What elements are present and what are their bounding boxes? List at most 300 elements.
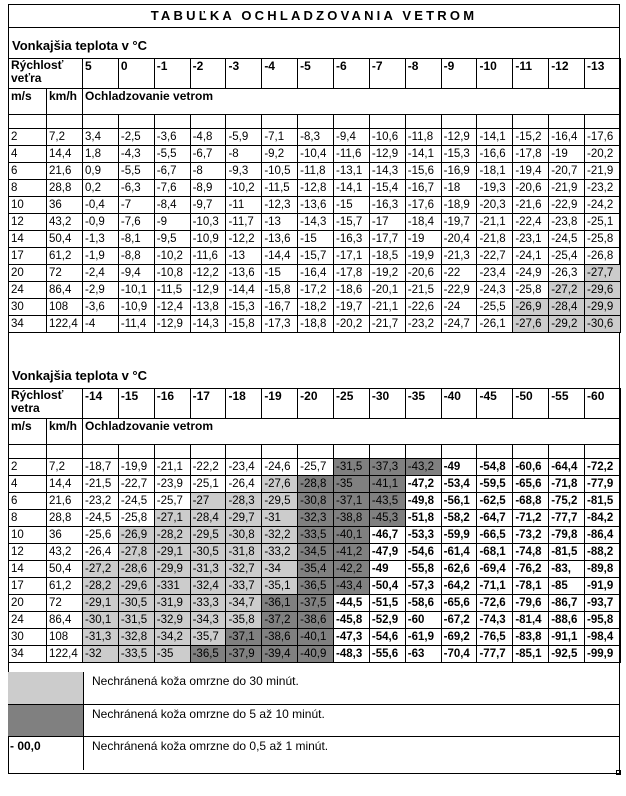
wind-chill-value: -61,9 bbox=[405, 629, 441, 646]
wind-chill-value: -88,6 bbox=[549, 612, 585, 629]
wind-chill-value: -25,7 bbox=[298, 459, 334, 476]
wind-chill-value: -30,5 bbox=[118, 595, 154, 612]
wind-chill-value: -47,2 bbox=[405, 476, 441, 493]
wind-chill-value: -23,9 bbox=[154, 476, 190, 493]
wind-chill-value: -54,8 bbox=[477, 459, 513, 476]
wind-chill-value: -19 bbox=[405, 231, 441, 248]
wind-chill-value: -36,1 bbox=[262, 595, 298, 612]
temp-header: -40 bbox=[441, 389, 477, 419]
table-row bbox=[9, 493, 621, 510]
wind-chill-value: -8,1 bbox=[118, 231, 154, 248]
table-row bbox=[9, 282, 621, 299]
temp-header: -35 bbox=[405, 389, 441, 419]
legend-row-bold bbox=[8, 737, 620, 770]
speed-kmh: 7,2 bbox=[47, 129, 83, 146]
wind-chill-value: -7 bbox=[118, 197, 154, 214]
wind-chill-value: -24,5 bbox=[83, 510, 119, 527]
wind-chill-value: -1,3 bbox=[83, 231, 119, 248]
wind-chill-value: -14,3 bbox=[298, 214, 334, 231]
wind-chill-value: -13 bbox=[262, 214, 298, 231]
wind-chill-value: -4 bbox=[83, 316, 119, 333]
blank-cell bbox=[441, 115, 477, 129]
wind-chill-value: -0,9 bbox=[83, 214, 119, 231]
table-row bbox=[9, 578, 621, 595]
temp-header: -55 bbox=[549, 389, 585, 419]
wind-chill-value: -15 bbox=[298, 231, 334, 248]
wind-chill-value: 0,2 bbox=[83, 180, 119, 197]
wind-chill-value: -32 bbox=[83, 646, 119, 663]
wind-chill-value: -35,1 bbox=[262, 578, 298, 595]
wind-chill-value: -8 bbox=[226, 146, 262, 163]
wind-chill-value: -85,1 bbox=[513, 646, 549, 663]
table-row bbox=[9, 527, 621, 544]
wind-chill-value: -49 bbox=[369, 561, 405, 578]
wind-chill-value: -18,7 bbox=[83, 459, 119, 476]
wind-chill-value: -54,6 bbox=[405, 544, 441, 561]
wind-chill-value: -72,2 bbox=[585, 459, 621, 476]
temp-header: -4 bbox=[262, 59, 298, 89]
table-row bbox=[9, 163, 621, 180]
speed-ms: 17 bbox=[9, 248, 47, 265]
blank-cell bbox=[405, 115, 441, 129]
wind-chill-value: -25,5 bbox=[477, 299, 513, 316]
wind-chill-value: -24,5 bbox=[549, 231, 585, 248]
wind-chill-value: -73,2 bbox=[513, 527, 549, 544]
blank-cell bbox=[513, 445, 549, 459]
wind-chill-value: -20,3 bbox=[477, 197, 513, 214]
wind-chill-value: -4,3 bbox=[118, 146, 154, 163]
wind-chill-value: -24,7 bbox=[441, 316, 477, 333]
wind-chill-value: -30,8 bbox=[298, 493, 334, 510]
wind-chill-value: -20,6 bbox=[513, 180, 549, 197]
wind-chill-value: -2,4 bbox=[83, 265, 119, 282]
wind-chill-value: -30,6 bbox=[585, 316, 621, 333]
speed-ms: 30 bbox=[9, 299, 47, 316]
table-row bbox=[9, 231, 621, 248]
speed-kmh: 14,4 bbox=[47, 146, 83, 163]
speed-kmh: 108 bbox=[47, 629, 83, 646]
temp-header: -25 bbox=[334, 389, 370, 419]
wind-chill-value: -11,4 bbox=[118, 316, 154, 333]
wind-chill-value: -23,2 bbox=[83, 493, 119, 510]
wind-chill-value: -4,8 bbox=[190, 129, 226, 146]
wind-chill-value: -18 bbox=[441, 180, 477, 197]
wind-chill-value: -16,3 bbox=[334, 231, 370, 248]
wind-chill-value: -25,7 bbox=[154, 493, 190, 510]
wind-chill-value: -9 bbox=[154, 214, 190, 231]
table-row bbox=[9, 595, 621, 612]
wind-chill-value: -10,9 bbox=[190, 231, 226, 248]
wind-chill-value: -66,5 bbox=[477, 527, 513, 544]
blank-cell bbox=[83, 445, 119, 459]
wind-chill-value: -59,9 bbox=[441, 527, 477, 544]
wind-chill-value: -12,2 bbox=[226, 231, 262, 248]
wind-chill-value: -18,2 bbox=[298, 299, 334, 316]
wind-chill-value: -38,6 bbox=[262, 629, 298, 646]
blank-cell bbox=[405, 445, 441, 459]
wind-chill-value: -48,3 bbox=[334, 646, 370, 663]
speed-ms: 2 bbox=[9, 129, 47, 146]
wind-chill-value: -20,2 bbox=[334, 316, 370, 333]
blank-cell bbox=[513, 115, 549, 129]
wind-chill-value: -37,3 bbox=[369, 459, 405, 476]
wind-chill-value: -5,5 bbox=[118, 163, 154, 180]
speed-kmh: 14,4 bbox=[47, 476, 83, 493]
wind-chill-value: -32,2 bbox=[262, 527, 298, 544]
speed-kmh: 72 bbox=[47, 265, 83, 282]
wind-chill-value: -17,6 bbox=[405, 197, 441, 214]
wind-chill-value: -13,1 bbox=[334, 163, 370, 180]
wind-chill-value: -20,7 bbox=[549, 163, 585, 180]
wind-chill-value: 1,8 bbox=[83, 146, 119, 163]
speed-ms: 6 bbox=[9, 163, 47, 180]
wind-chill-value: -9,4 bbox=[118, 265, 154, 282]
unit-header-row bbox=[9, 419, 621, 445]
wind-chill-value: -69,4 bbox=[477, 561, 513, 578]
wind-chill-value: -19,9 bbox=[405, 248, 441, 265]
wind-chill-value: -28,3 bbox=[226, 493, 262, 510]
temp-header: -14 bbox=[83, 389, 119, 419]
wind-chill-value: -31,9 bbox=[154, 595, 190, 612]
wind-chill-value: -24,3 bbox=[477, 282, 513, 299]
wind-chill-table-1 bbox=[8, 58, 621, 333]
wind-chill-value: -51,8 bbox=[405, 510, 441, 527]
wind-chill-value: 3,4 bbox=[83, 129, 119, 146]
wind-chill-value: -15 bbox=[262, 265, 298, 282]
wind-chill-value: -31 bbox=[262, 510, 298, 527]
wind-chill-value: -24,9 bbox=[513, 265, 549, 282]
table-row bbox=[9, 248, 621, 265]
wind-chill-value: -10,5 bbox=[262, 163, 298, 180]
wind-chill-value: -57,3 bbox=[405, 578, 441, 595]
wind-chill-value: -38,6 bbox=[298, 612, 334, 629]
wind-chill-value: -68,8 bbox=[513, 493, 549, 510]
temp-header: -60 bbox=[585, 389, 621, 419]
speed-ms: 12 bbox=[9, 214, 47, 231]
wind-chill-value: -43,2 bbox=[405, 459, 441, 476]
wind-chill-value: -13,6 bbox=[262, 231, 298, 248]
wind-chill-value: -16,3 bbox=[369, 197, 405, 214]
blank-cell bbox=[585, 445, 621, 459]
speed-kmh: 7,2 bbox=[47, 459, 83, 476]
temp-header: -16 bbox=[154, 389, 190, 419]
temp-header: -15 bbox=[118, 389, 154, 419]
wind-chill-value: -12,8 bbox=[298, 180, 334, 197]
wind-chill-value: -10,6 bbox=[369, 129, 405, 146]
wind-chill-value: -18,4 bbox=[405, 214, 441, 231]
wind-chill-value: -45,8 bbox=[334, 612, 370, 629]
speed-kmh: 43,2 bbox=[47, 214, 83, 231]
wind-chill-value: -67,2 bbox=[441, 612, 477, 629]
wind-chill-value: -10,2 bbox=[154, 248, 190, 265]
wind-chill-value: -10,9 bbox=[118, 299, 154, 316]
wind-chill-value: -18,5 bbox=[369, 248, 405, 265]
temp-header: -2 bbox=[190, 59, 226, 89]
wind-chill-value: -91,9 bbox=[585, 578, 621, 595]
wind-chill-value: -25,1 bbox=[585, 214, 621, 231]
speed-ms: 24 bbox=[9, 612, 47, 629]
page-title: TABUĽKA OCHLADZOVANIA VETROM bbox=[8, 4, 620, 28]
speed-ms: 10 bbox=[9, 197, 47, 214]
wind-chill-value: -58,2 bbox=[441, 510, 477, 527]
wind-chill-value: -53,4 bbox=[441, 476, 477, 493]
table-row bbox=[9, 612, 621, 629]
temp-header: -6 bbox=[334, 59, 370, 89]
wind-chill-value: -68,1 bbox=[477, 544, 513, 561]
wind-chill-value: -44,5 bbox=[334, 595, 370, 612]
wind-chill-value: -12,2 bbox=[190, 265, 226, 282]
wind-chill-value: -41,1 bbox=[369, 476, 405, 493]
wind-chill-value: -27,6 bbox=[262, 476, 298, 493]
wind-chill-value: -64,7 bbox=[477, 510, 513, 527]
speed-ms: 10 bbox=[9, 527, 47, 544]
speed-ms: 20 bbox=[9, 595, 47, 612]
legend-text-bold: Nechránená koža omrzne do 0,5 až 1 minút. bbox=[92, 739, 329, 753]
wind-chill-value: -31,5 bbox=[334, 459, 370, 476]
wind-chill-value: -15,8 bbox=[262, 282, 298, 299]
wind-chill-value: -49,8 bbox=[405, 493, 441, 510]
wind-chill-value: -12,4 bbox=[154, 299, 190, 316]
wind-chill-value: -10,2 bbox=[226, 180, 262, 197]
blank-cell bbox=[298, 115, 334, 129]
wind-chill-value: -10,1 bbox=[118, 282, 154, 299]
wind-chill-value: -15,3 bbox=[441, 146, 477, 163]
wind-chill-value: -17,2 bbox=[298, 282, 334, 299]
speed-kmh: 28,8 bbox=[47, 510, 83, 527]
blank-cell bbox=[118, 115, 154, 129]
wind-chill-value: -12,3 bbox=[262, 197, 298, 214]
wind-chill-value: -45,3 bbox=[369, 510, 405, 527]
wind-chill-value: -24,2 bbox=[585, 197, 621, 214]
wind-chill-value: -25,8 bbox=[513, 282, 549, 299]
wind-chill-value: -17,6 bbox=[585, 129, 621, 146]
wind-chill-value: -6,3 bbox=[118, 180, 154, 197]
unit-header-row bbox=[9, 89, 621, 115]
speed-ms: 12 bbox=[9, 544, 47, 561]
wind-chill-value: -25,8 bbox=[585, 231, 621, 248]
wind-chill-value: -22 bbox=[441, 265, 477, 282]
wind-chill-value: -32,7 bbox=[226, 561, 262, 578]
wind-chill-value: -21,9 bbox=[549, 180, 585, 197]
wind-chill-value: -27,8 bbox=[118, 544, 154, 561]
wind-chill-value: -19,4 bbox=[513, 163, 549, 180]
wind-chill-value: -28,2 bbox=[83, 578, 119, 595]
wind-chill-value: -58,6 bbox=[405, 595, 441, 612]
wind-chill-value: -3,6 bbox=[83, 299, 119, 316]
wind-chill-value: -63 bbox=[405, 646, 441, 663]
wind-chill-value: -23,4 bbox=[226, 459, 262, 476]
wind-chill-value: -19,7 bbox=[441, 214, 477, 231]
wind-chill-value: -19,7 bbox=[334, 299, 370, 316]
wind-chill-value: -55,6 bbox=[369, 646, 405, 663]
wind-chill-value: -26,3 bbox=[549, 265, 585, 282]
temp-header: -30 bbox=[369, 389, 405, 419]
wind-chill-value: -42,2 bbox=[334, 561, 370, 578]
temp-header: -17 bbox=[190, 389, 226, 419]
wind-chill-value: -40,1 bbox=[334, 527, 370, 544]
blank-cell bbox=[83, 115, 119, 129]
wind-chill-value: -49 bbox=[441, 459, 477, 476]
blank-cell bbox=[226, 115, 262, 129]
wind-chill-value: -18,1 bbox=[477, 163, 513, 180]
wind-chill-value: -18,6 bbox=[334, 282, 370, 299]
wind-chill-value: -21,3 bbox=[441, 248, 477, 265]
wind-chill-value: -92,5 bbox=[549, 646, 585, 663]
table-row bbox=[9, 299, 621, 316]
speed-ms: 14 bbox=[9, 561, 47, 578]
speed-kmh: 61,2 bbox=[47, 248, 83, 265]
temp-header: -18 bbox=[226, 389, 262, 419]
wind-chill-value: -65,6 bbox=[513, 476, 549, 493]
wind-chill-value: -81,5 bbox=[549, 544, 585, 561]
speed-ms: 4 bbox=[9, 476, 47, 493]
wind-chill-value: -35 bbox=[334, 476, 370, 493]
table-row bbox=[9, 146, 621, 163]
wind-chill-value: -21,1 bbox=[477, 214, 513, 231]
wind-chill-value: -37,5 bbox=[298, 595, 334, 612]
wind-chill-value: -76,2 bbox=[513, 561, 549, 578]
wind-chill-value: -54,6 bbox=[369, 629, 405, 646]
wind-chill-value: -35 bbox=[154, 646, 190, 663]
wind-chill-value: -21,5 bbox=[405, 282, 441, 299]
wind-chill-value: -41,2 bbox=[334, 544, 370, 561]
wind-chill-value: -5,9 bbox=[226, 129, 262, 146]
wind-chill-value: -20,1 bbox=[369, 282, 405, 299]
legend-row-dark bbox=[8, 705, 620, 737]
wind-chill-value: -60 bbox=[405, 612, 441, 629]
temp-header: -50 bbox=[513, 389, 549, 419]
wind-chill-value: -40,1 bbox=[298, 629, 334, 646]
wind-chill-value: -29,7 bbox=[226, 510, 262, 527]
wind-chill-value: -11,8 bbox=[405, 129, 441, 146]
unit-ms: m/s bbox=[9, 419, 47, 445]
wind-chill-value: -16,6 bbox=[477, 146, 513, 163]
wind-chill-value: -22,7 bbox=[118, 476, 154, 493]
blank-cell bbox=[9, 115, 47, 129]
wind-chill-value: -22,2 bbox=[190, 459, 226, 476]
blank-cell bbox=[334, 115, 370, 129]
wind-chill-value: -84,2 bbox=[585, 510, 621, 527]
blank-cell bbox=[154, 445, 190, 459]
wind-chill-value: -15,6 bbox=[405, 163, 441, 180]
wind-chill-value: -29,1 bbox=[154, 544, 190, 561]
wind-chill-value: -10,3 bbox=[190, 214, 226, 231]
wind-chill-value: -28,4 bbox=[549, 299, 585, 316]
wind-chill-value: -78,1 bbox=[513, 578, 549, 595]
wind-chill-value: -9,3 bbox=[226, 163, 262, 180]
wind-chill-value: -40,9 bbox=[298, 646, 334, 663]
speed-kmh: 50,4 bbox=[47, 561, 83, 578]
wind-chill-value: -25,8 bbox=[118, 510, 154, 527]
wind-chill-value: -13,8 bbox=[190, 299, 226, 316]
table-row bbox=[9, 214, 621, 231]
speed-kmh: 86,4 bbox=[47, 282, 83, 299]
speed-ms: 20 bbox=[9, 265, 47, 282]
table-row bbox=[9, 476, 621, 493]
speed-kmh: 122,4 bbox=[47, 316, 83, 333]
wind-chill-value: -64,4 bbox=[549, 459, 585, 476]
temp-header: -1 bbox=[154, 59, 190, 89]
wind-chill-value: -21,5 bbox=[83, 476, 119, 493]
unit-kmh: km/h bbox=[47, 419, 83, 445]
wind-chill-value: -32,8 bbox=[118, 629, 154, 646]
wind-chill-value: -23,8 bbox=[549, 214, 585, 231]
temperature-header-row bbox=[9, 389, 621, 419]
wind-chill-value: -77,7 bbox=[477, 646, 513, 663]
wind-chill-value: -33,2 bbox=[262, 544, 298, 561]
wind-chill-value: -29,5 bbox=[190, 527, 226, 544]
temp-header: -9 bbox=[441, 59, 477, 89]
wind-chill-value: -29,9 bbox=[154, 561, 190, 578]
blank-cell bbox=[9, 445, 47, 459]
wind-chill-value: -27,1 bbox=[154, 510, 190, 527]
wind-chill-value: -79,6 bbox=[513, 595, 549, 612]
wind-chill-value: -25,1 bbox=[190, 476, 226, 493]
wind-chill-value: -88,2 bbox=[585, 544, 621, 561]
blank-cell bbox=[262, 115, 298, 129]
wind-chill-value: -21,9 bbox=[585, 163, 621, 180]
wind-chill-value: -34,7 bbox=[226, 595, 262, 612]
wind-chill-value: -95,8 bbox=[585, 612, 621, 629]
table-row bbox=[9, 510, 621, 527]
wind-chill-value: -77,7 bbox=[549, 510, 585, 527]
wind-chill-value: -33,7 bbox=[226, 578, 262, 595]
wind-chill-value: -59,5 bbox=[477, 476, 513, 493]
wind-chill-value: -53,3 bbox=[405, 527, 441, 544]
blank-cell bbox=[477, 115, 513, 129]
wind-chill-value: -26,8 bbox=[585, 248, 621, 265]
temp-header: 5 bbox=[83, 59, 119, 89]
wind-chill-value: -20,4 bbox=[441, 231, 477, 248]
wind-chill-value: -13 bbox=[226, 248, 262, 265]
temp-header: -19 bbox=[262, 389, 298, 419]
wind-chill-value: -56,1 bbox=[441, 493, 477, 510]
blank-cell bbox=[369, 115, 405, 129]
wind-chill-value: -19 bbox=[549, 146, 585, 163]
wind-chill-value: -29,5 bbox=[262, 493, 298, 510]
table-row bbox=[9, 316, 621, 333]
wind-chill-value: -13,6 bbox=[298, 197, 334, 214]
wind-chill-value: -99,9 bbox=[585, 646, 621, 663]
wind-chill-value: -331 bbox=[154, 578, 190, 595]
wind-chill-value: -14,3 bbox=[190, 316, 226, 333]
wind-chill-value: -79,8 bbox=[549, 527, 585, 544]
wind-chill-value: -11,6 bbox=[334, 146, 370, 163]
wind-chill-value: -1,9 bbox=[83, 248, 119, 265]
wind-chill-value: -71,1 bbox=[477, 578, 513, 595]
table-row bbox=[9, 197, 621, 214]
wind-chill-value: -26,9 bbox=[513, 299, 549, 316]
wind-chill-value: -25,6 bbox=[83, 527, 119, 544]
wind-chill-value: -10,4 bbox=[298, 146, 334, 163]
wind-chill-value: -36,5 bbox=[190, 646, 226, 663]
wind-chill-value: -7,6 bbox=[154, 180, 190, 197]
wind-chill-value: -31,8 bbox=[226, 544, 262, 561]
wind-chill-value: -23,1 bbox=[513, 231, 549, 248]
wind-chill-value: -83,8 bbox=[513, 629, 549, 646]
blank-cell bbox=[47, 445, 83, 459]
wind-chill-value: -20,6 bbox=[405, 265, 441, 282]
wind-chill-value: -35,8 bbox=[226, 612, 262, 629]
wind-chill-value: -91,1 bbox=[549, 629, 585, 646]
wind-chill-value: -71,2 bbox=[513, 510, 549, 527]
wind-chill-value: -29,6 bbox=[118, 578, 154, 595]
temp-header: -11 bbox=[513, 59, 549, 89]
wind-chill-value: -74,8 bbox=[513, 544, 549, 561]
temp-header: -20 bbox=[298, 389, 334, 419]
wind-chill-value: -14,4 bbox=[226, 282, 262, 299]
legend-swatch-dark bbox=[8, 705, 84, 736]
